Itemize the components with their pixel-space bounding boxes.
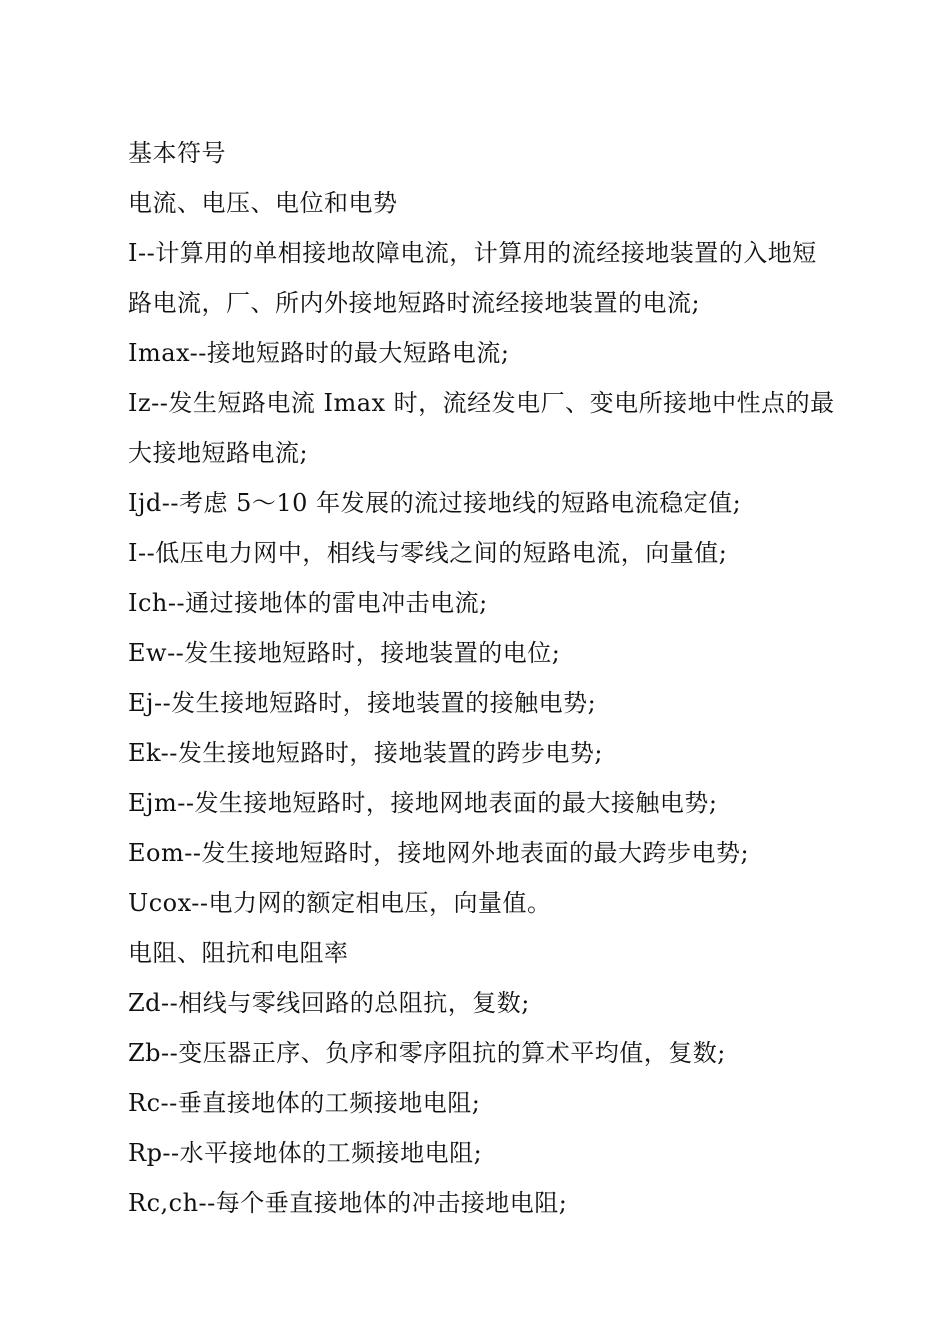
text-line: I--计算用的单相接地故障电流，计算用的流经接地装置的入地短	[128, 239, 817, 267]
text-line: Iz--发生短路电流 Imax 时，流经发电厂、变电所接地中性点的最	[128, 389, 835, 417]
text-line: Ejm--发生接地短路时，接地网地表面的最大接触电势;	[128, 789, 718, 817]
subsection-heading: 电流、电压、电位和电势	[128, 189, 398, 217]
text-line: Ew--发生接地短路时，接地装置的电位;	[128, 639, 561, 667]
text-line: 大接地短路电流;	[128, 439, 309, 467]
text-line: I--低压电力网中，相线与零线之间的短路电流，向量值;	[128, 539, 728, 567]
text-line: Zb--变压器正序、负序和零序阻抗的算术平均值，复数;	[128, 1039, 726, 1067]
text-line: 路电流，厂、所内外接地短路时流经接地装置的电流;	[128, 289, 701, 317]
section-heading: 基本符号	[128, 139, 226, 167]
subsection-heading: 电阻、阻抗和电阻率	[128, 939, 349, 967]
text-line: Rc,ch--每个垂直接地体的冲击接地电阻;	[128, 1189, 568, 1217]
text-line: Rp--水平接地体的工频接地电阻;	[128, 1139, 483, 1167]
text-line: Ucox--电力网的额定相电压，向量值。	[128, 889, 552, 917]
text-line: Ej--发生接地短路时，接地装置的接触电势;	[128, 689, 597, 717]
document-body	[128, 128, 868, 1228]
text-line: Ich--通过接地体的雷电冲击电流;	[128, 589, 488, 617]
text-line: Rc--垂直接地体的工频接地电阻;	[128, 1089, 481, 1117]
text-line: Eom--发生接地短路时，接地网外地表面的最大跨步电势;	[128, 839, 750, 867]
text-line: Ijd--考虑 5～10 年发展的流过接地线的短路电流稳定值;	[128, 489, 742, 517]
text-line: Zd--相线与零线回路的总阻抗，复数;	[128, 989, 530, 1017]
text-line: Imax--接地短路时的最大短路电流;	[128, 339, 510, 367]
text-line: Ek--发生接地短路时，接地装置的跨步电势;	[128, 739, 603, 767]
